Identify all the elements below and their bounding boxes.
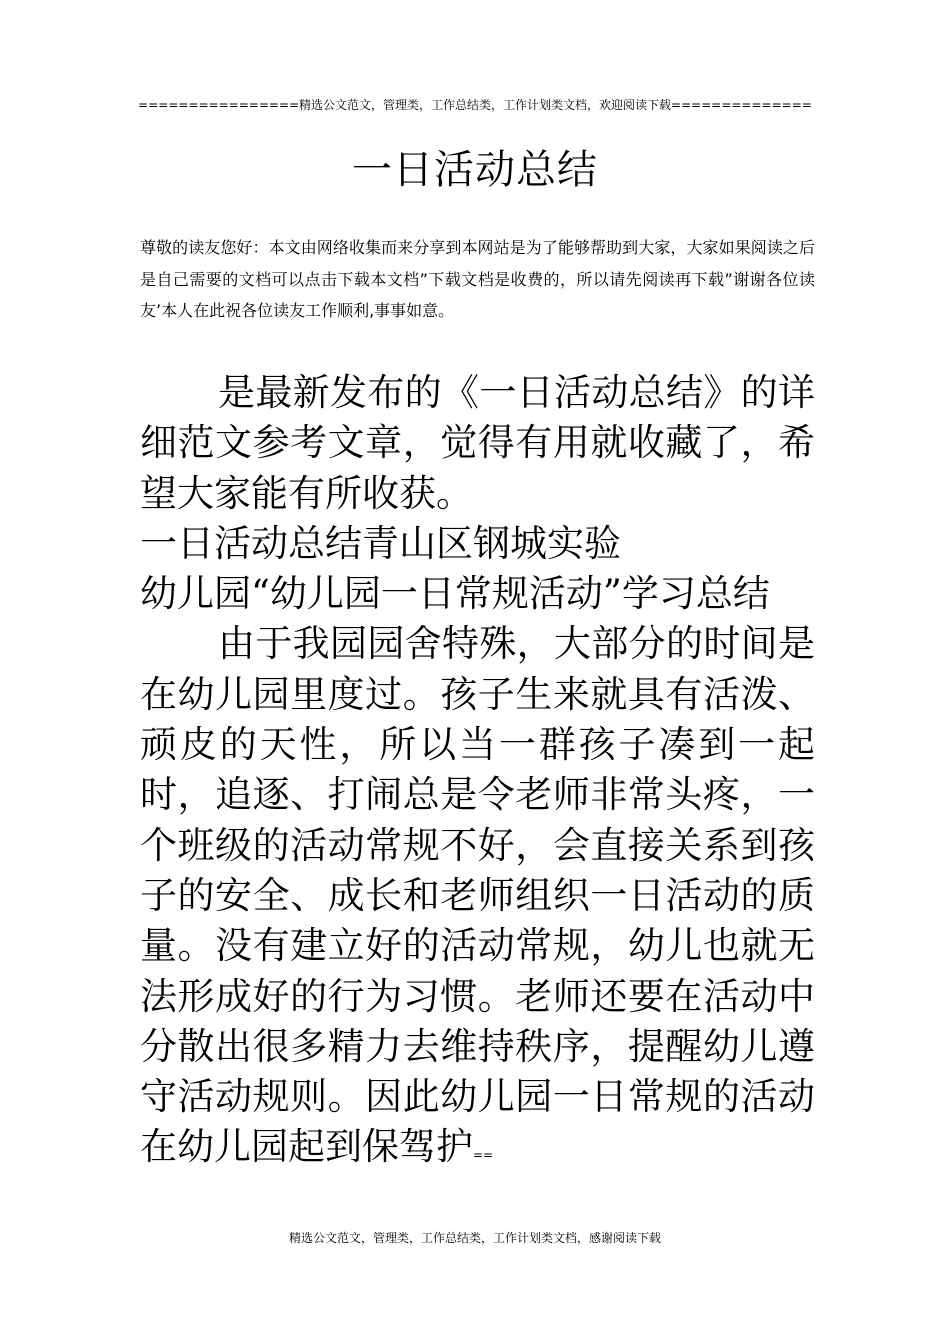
header-banner: ================精选公文范文，管理类，工作总结类，工作计划类文档，欢迎阅读下载============== <box>138 98 812 112</box>
subtitle-line-1: 一日活动总结青山区钢城实验 <box>140 521 621 565</box>
body-paragraph-text: 由于我园园舍特殊，大部分的时间是在幼儿园里度过。孩子生来就具有活泼、顽皮的天性，所以当一群孩子凑到一起时，追逐、打闹总是令老师非常头疼，一个班级的活动常规不好，会直接关系到孩子的安全、成长和老师组织一日活动的质量。没有建立好的活动常规，幼儿也就无法形成好的行为习惯。老师还要在活动中分散出很多精力去维持秩序，提醒幼儿遵守活动规则。因此幼儿园一日常规的活动在幼儿园起到保驾护 <box>140 622 815 1169</box>
page-title: 一日活动总结 <box>352 147 598 193</box>
footer-banner: 精选公文范文，管理类，工作总结类，工作计划类文档，感谢阅读下载 <box>288 1231 661 1245</box>
subtitle-line-2: 幼儿园“幼儿园一日常规活动”学习总结 <box>140 572 770 616</box>
continuation-mark: == <box>473 1148 494 1163</box>
body-paragraph <box>140 619 815 1180</box>
intro-paragraph: 是最新发布的《一日活动总结》的详细范文参考文章，觉得有用就收藏了，希望大家能有所收获。 <box>140 371 815 515</box>
document-body <box>140 368 815 1181</box>
reader-notice: 尊敬的读友您好：本文由网络收集而来分享到本网站是为了能够帮助到大家，大家如果阅读之后是自己需要的文档可以点击下载本文档”下载文档是收费的，所以请先阅读再下载”谢谢各位读友’本人在此祝各位读友工作顺利,事事如意。 <box>140 238 815 320</box>
